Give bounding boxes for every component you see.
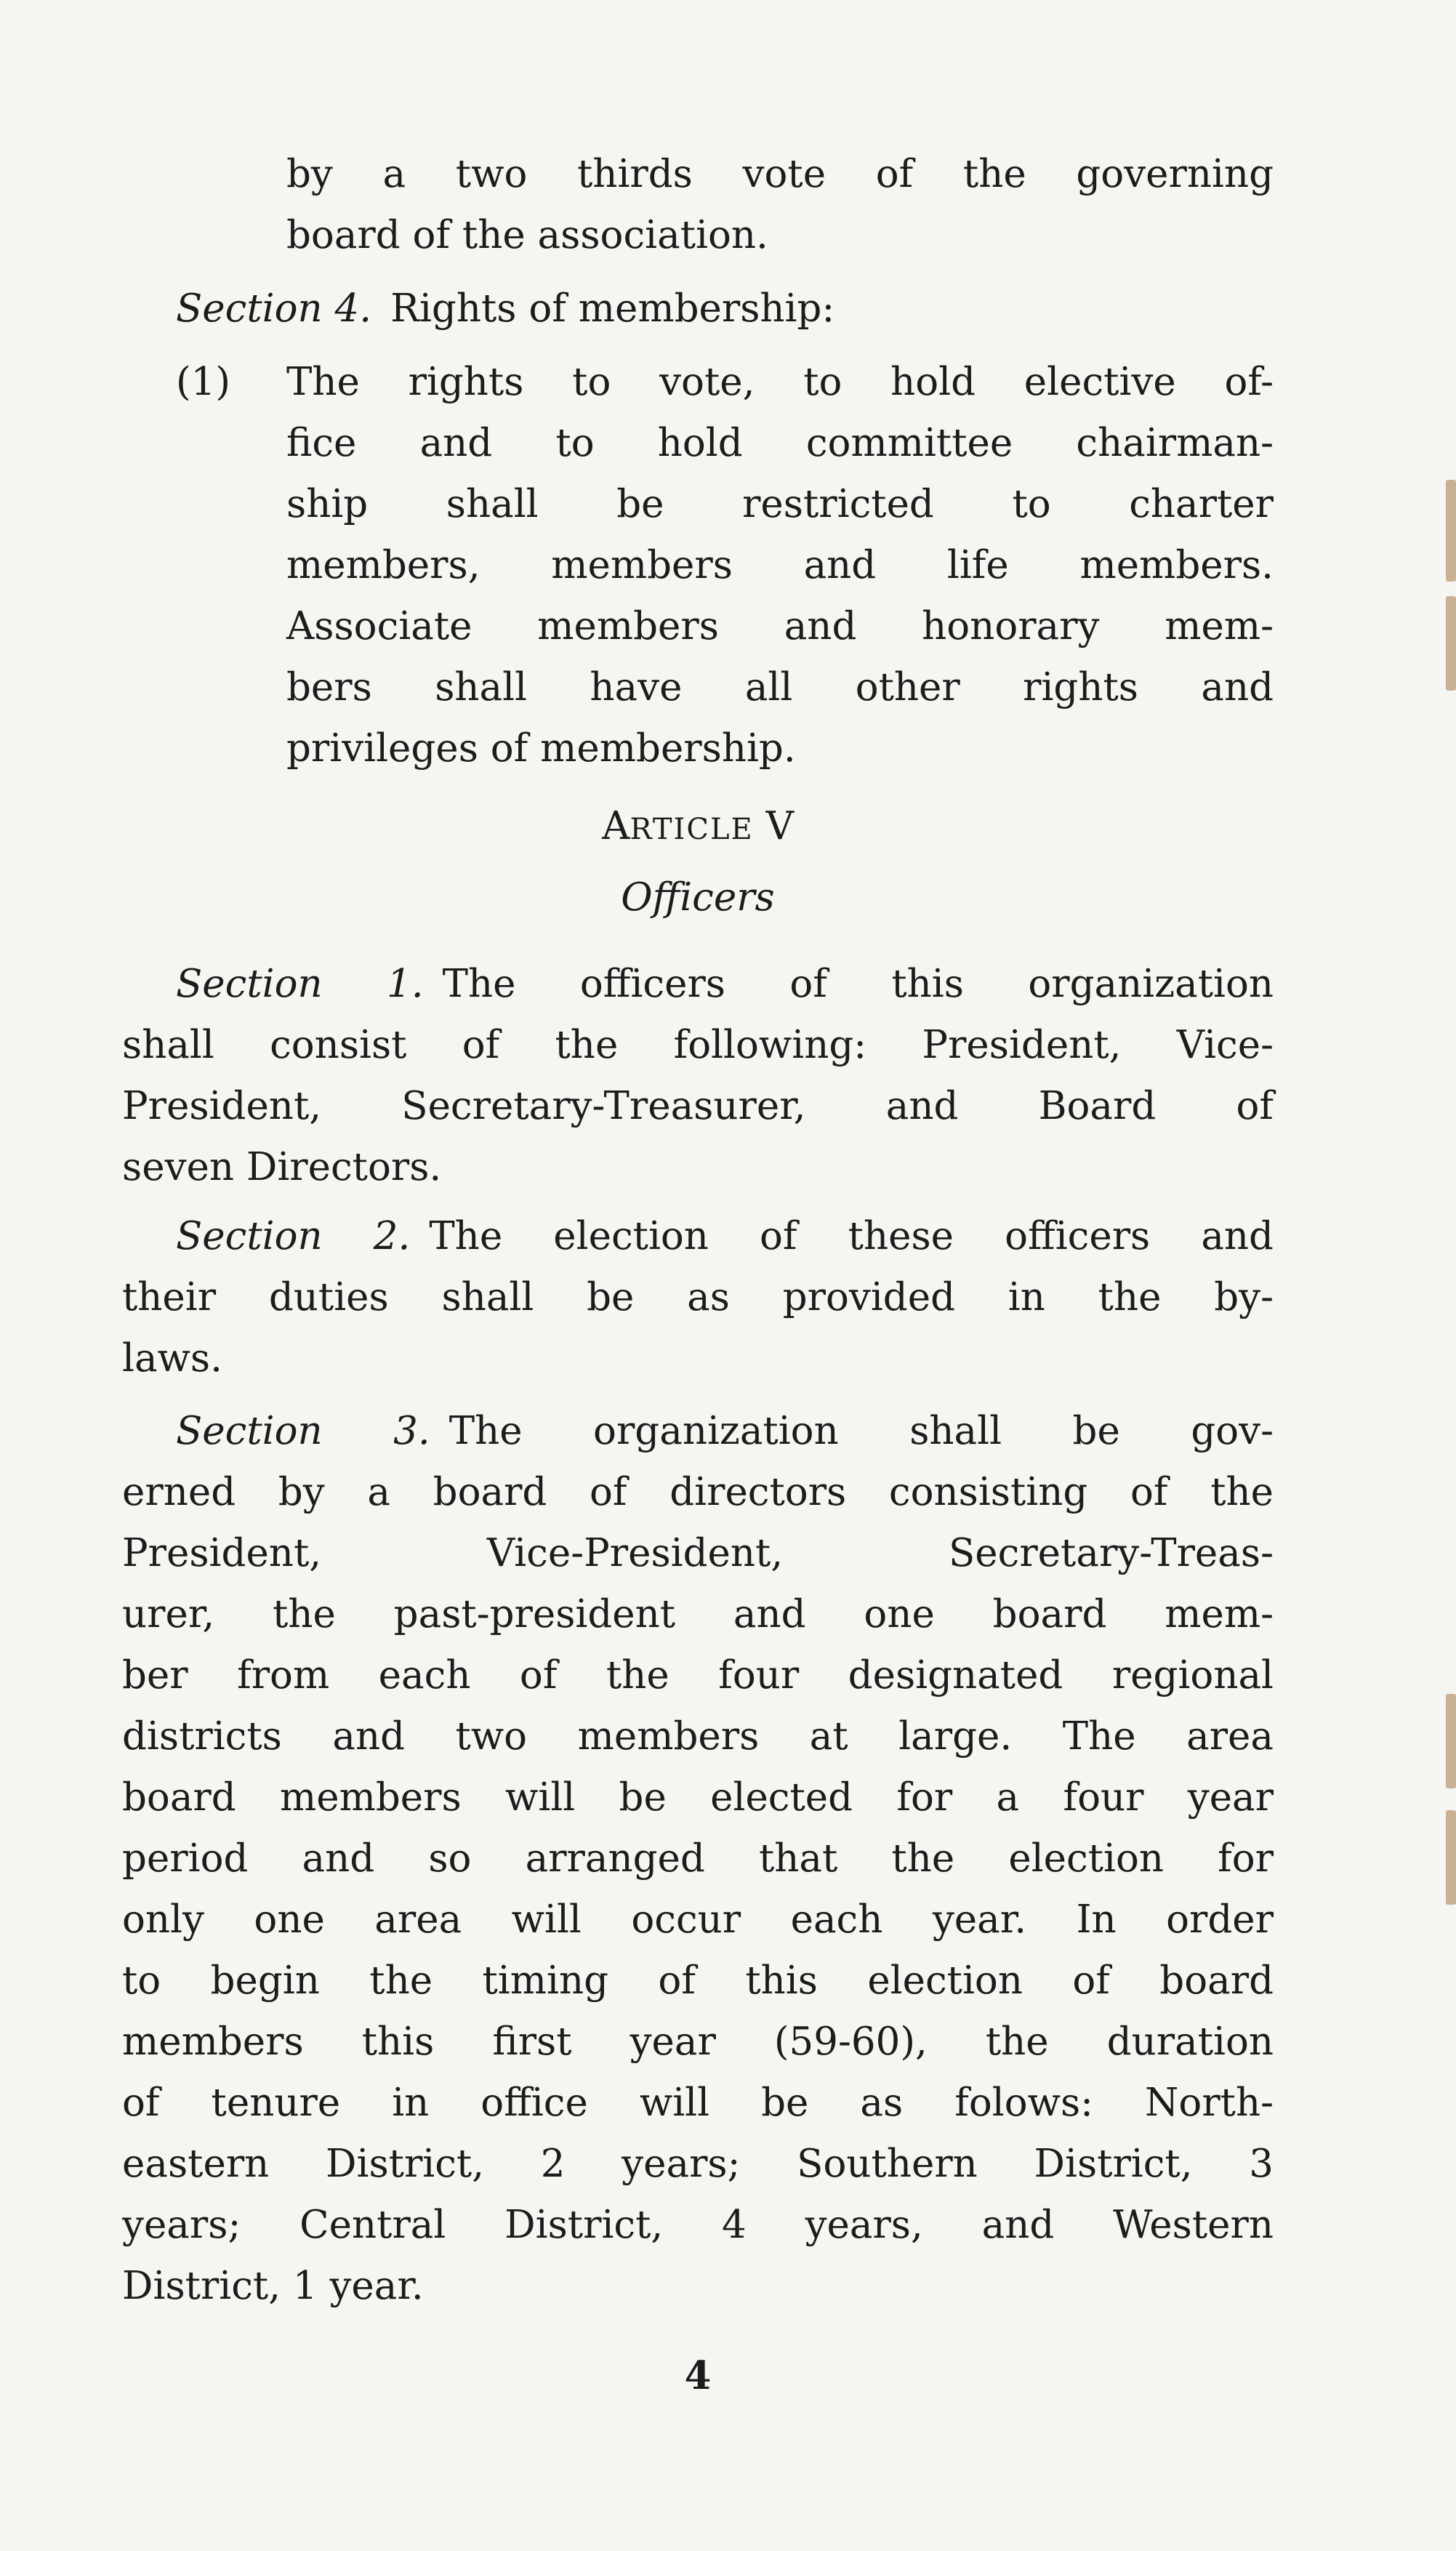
article-numeral: V (765, 804, 794, 848)
text-line: President, Vice-President, Secretary-Treas- (122, 1531, 1274, 1575)
page-number: 4 (684, 2353, 712, 2398)
binding-edge-mark (1446, 1810, 1456, 1905)
section-1-paragraph (122, 954, 1274, 1198)
text-line (122, 1206, 1274, 1267)
section-text: The election of these officers and (429, 1214, 1274, 1258)
continuation-paragraph (286, 144, 1274, 266)
section-text: The officers of this organization (442, 962, 1274, 1006)
article-subtitle: Officers (621, 875, 775, 920)
article-heading (122, 796, 1274, 860)
text-line: their duties shall be as provided in the by- (122, 1275, 1274, 1319)
text-line: board of the association. (286, 213, 768, 257)
text-line: seven Directors. (122, 1145, 442, 1189)
text-line: laws. (122, 1336, 222, 1381)
text-line: ship shall be restricted to charter (286, 482, 1274, 526)
text-line: President, Secretary-Treasurer, and Board of (122, 1084, 1274, 1128)
binding-edge-mark (1446, 1694, 1456, 1788)
list-marker: (1) (176, 360, 231, 404)
binding-edge-mark (1446, 480, 1456, 582)
article-initial: A (602, 804, 630, 848)
section-4-heading (176, 278, 834, 340)
text-line: The rights to vote, to hold elective of- (286, 360, 1274, 404)
text-line: eastern District, 2 years; Southern District, 3 (122, 2142, 1274, 2186)
text-line: fice and to hold committee chairman- (286, 421, 1274, 465)
text-line: by a two thirds vote of the governing (286, 152, 1274, 196)
text-line: erned by a board of directors consisting of the (122, 1470, 1274, 1514)
text-line: bers shall have all other rights and (286, 665, 1274, 710)
text-line: board members will be elected for a four year (122, 1775, 1274, 1820)
text-line: District, 1 year. (122, 2264, 424, 2308)
text-line: shall consist of the following: President, Vice- (122, 1023, 1274, 1067)
text-line: period and so arranged that the election for (122, 1836, 1274, 1881)
text-line: years; Central District, 4 years, and Western (122, 2203, 1274, 2247)
section-label: Section 2. (176, 1214, 411, 1258)
article-word: RTICLE (630, 813, 754, 846)
section-label: Section 4. (176, 286, 372, 331)
text-line (122, 954, 1274, 1015)
text-line (122, 1401, 1274, 1462)
text-line: privileges of membership. (286, 726, 796, 771)
section-text: The organization shall be gov- (449, 1409, 1274, 1453)
text-line: to begin the timing of this election of board (122, 1959, 1274, 2003)
text-line: members this first year (59-60), the duration (122, 2020, 1274, 2064)
section-label: Section 3. (176, 1409, 430, 1453)
text-line: Associate members and honorary mem- (286, 604, 1274, 648)
text-line: only one area will occur each year. In order (122, 1897, 1274, 1942)
text-line: of tenure in office will be as folows: North- (122, 2081, 1274, 2125)
text-line: ber from each of the four designated regional (122, 1653, 1274, 1698)
list-item (286, 352, 1274, 779)
section-3-paragraph (122, 1401, 1274, 2317)
text-line: urer, the past-president and one board mem- (122, 1592, 1274, 1636)
binding-edge-mark (1446, 596, 1456, 691)
text-line: districts and two members at large. The area (122, 1714, 1274, 1759)
section-label: Section 1. (176, 962, 424, 1006)
section-title: Rights of membership: (390, 286, 835, 331)
section-2-paragraph (122, 1206, 1274, 1389)
text-line: members, members and life members. (286, 543, 1274, 587)
